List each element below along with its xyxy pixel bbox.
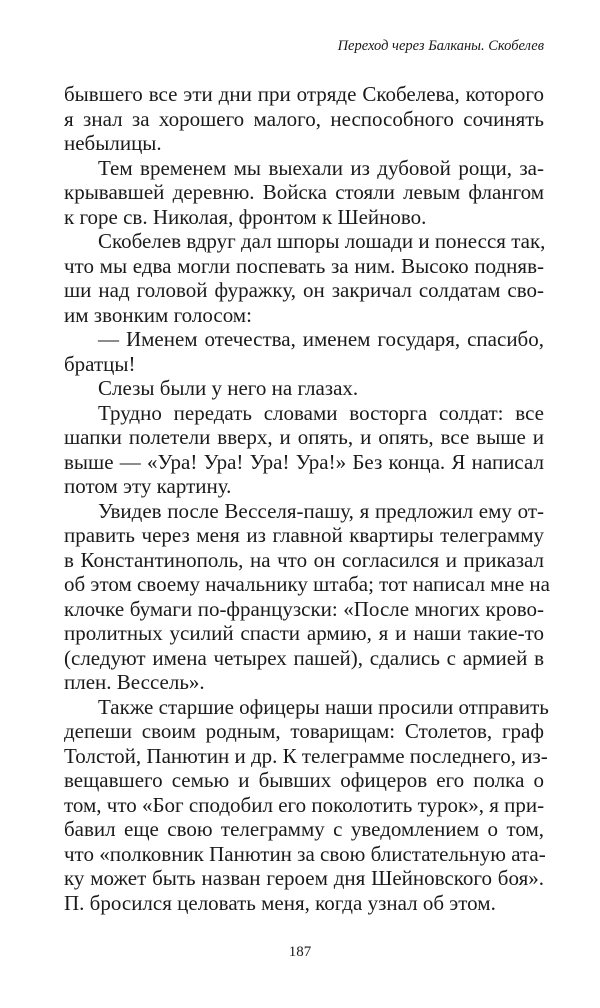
page-number: 187 — [288, 944, 312, 960]
text-line: им звонким голосом: — [64, 302, 252, 327]
paragraph — [64, 82, 544, 156]
text-line: клочке бумаги по-французски: «После многих крово- — [64, 596, 544, 621]
text-line: Слезы были у него на глазах. — [98, 376, 359, 400]
text-line: депеши своим родным, товарищам: Столетов, граф — [64, 719, 544, 743]
text-line: к горе св. Николая, фронтом к Шейново. — [64, 204, 427, 229]
text-line: потом эту картину. — [64, 474, 232, 498]
paragraph — [64, 401, 544, 499]
text-line: об этом своему начальнику штаба; тот написал мне на — [64, 572, 550, 596]
text-line: в Константинополь, на что он согласился и приказал — [64, 547, 544, 572]
text-line: — Именем отечества, именем государя, спасибо, — [98, 327, 544, 351]
text-line: небылицы. — [64, 131, 162, 155]
paragraph — [64, 498, 550, 695]
text-line: вещавшего семью и бывших офицеров его полка о — [64, 768, 544, 792]
text-line: (следуют имена четырех пашей), сдались с армией в — [64, 645, 544, 670]
running-header: Переход через Балканы. Скобелев — [337, 38, 544, 54]
text-line: ши над головой фуражку, он закричал солдатам сво- — [64, 278, 544, 302]
text-line: крывавшей деревню. Войска стояли левым флангом — [64, 180, 544, 204]
text-line: что «полковник Панютин за свою блистательную ата- — [64, 841, 546, 866]
text-line: Скобелев вдруг дал шпоры лошади и понесся так, — [98, 229, 546, 253]
text-line: Трудно передать словами восторга солдат: все — [98, 400, 544, 425]
text-line: Увидев после Весселя-пашу, я предложил ему от- — [98, 498, 544, 523]
text-line: Тем временем мы выехали из дубовой рощи, за- — [98, 155, 544, 180]
paragraph — [64, 376, 544, 401]
text-line: пролитных усилий спасти армию, я и наши такие-то — [64, 621, 544, 645]
text-line: братцы! — [64, 351, 136, 376]
text-line: шапки полетели вверх, и опять, и опять, все выше и — [64, 425, 544, 449]
text-line: править через меня из главной квартиры телеграмму — [64, 523, 544, 547]
paragraph — [64, 229, 544, 327]
text-line: плен. Вессель». — [64, 670, 205, 694]
text-line: ку может быть назван героем дня Шейновского боя». — [64, 866, 544, 890]
paragraph — [64, 327, 544, 376]
text-line: бывшего все эти дни при отряде Скобелева, которого — [64, 82, 544, 106]
text-line: бавил еще свою телеграмму с уведомлением о том, — [64, 817, 544, 841]
text-line: Толстой, Панютин и др. К телеграмме последнего, из- — [64, 743, 548, 768]
paragraph — [64, 694, 549, 916]
text-line: я знал за хорошего малого, неспособного сочинять — [64, 106, 544, 131]
text-line: Также старшие офицеры наши просили отправить — [98, 694, 549, 719]
paragraph — [64, 156, 544, 230]
text-line: что мы едва могли поспевать за ним. Высоко подняв- — [64, 253, 544, 278]
text-line: выше — «Ура! Ура! Ура! Ура!» Без конца. Я написал — [64, 449, 544, 474]
body-text — [64, 82, 550, 915]
text-line: том, что «Бог сподобил его поколотить турок», я при- — [64, 792, 545, 817]
text-line: П. бросился целовать меня, когда узнал об этом. — [64, 890, 496, 915]
